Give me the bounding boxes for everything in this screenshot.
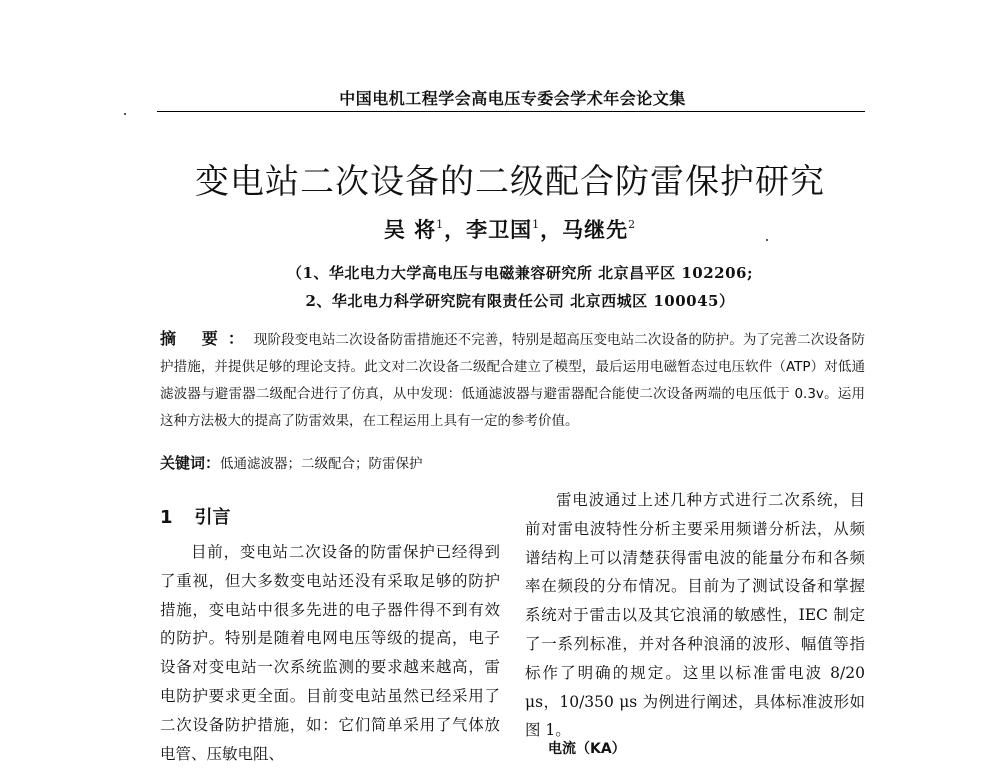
keywords <box>160 452 865 473</box>
scan-speck <box>766 239 768 241</box>
right-column <box>525 486 865 745</box>
author-name: 马继先 <box>562 217 629 242</box>
section-title: 引言 <box>194 507 231 528</box>
author-separator: ， <box>444 217 467 242</box>
abstract <box>160 325 865 435</box>
scan-speck <box>124 113 126 115</box>
abstract-label: 摘 要： <box>160 329 254 348</box>
author-name: 李卫国 <box>466 217 533 242</box>
section-number: 1 <box>160 507 173 528</box>
author-list <box>300 214 720 244</box>
section-heading <box>160 503 231 529</box>
abstract-text: 现阶段变电站二次设备防雷措施还不完善，特别是超高压变电站二次设备的防护。为了完善二次设备防护措施，并提供足够的理论支持。此文对二次设备二级配合建立了模型，最后运用电磁暂态过电压软件（ATP）对低通滤波器与避雷器二级配合进行了仿真，从中发现：低通滤波器与避雷器配合能使二次设备两端的电压低于 0.3v。运用这种方法极大的提高了防雷效果，在工程运用上具有一定的参考价值。 <box>160 332 865 429</box>
running-header: 中国电机工程学会高电压专委会学术年会论文集 <box>339 89 686 108</box>
keywords-text: 低通滤波器；二级配合；防雷保护 <box>220 456 423 472</box>
body-paragraph: 雷电波通过上述几种方式进行二次系统，目前对雷电波特性分析主要采用频谱分析法，从频谱结构上可以清楚获得雷电波的能量分布和各频率在频段的分布情况。目前为了测试设备和掌握系统对于雷击以及其它浪涌的敏感性，IEC 制定了一系列标准，并对各种浪涌的波形、幅值等指标作了明确的规定。这里以标准雷电波 8/20 μs，10/350 μs 为例进行阐述，具体标准波形如图 1。 <box>525 491 865 740</box>
author-affil-mark: 2 <box>628 218 637 231</box>
keywords-label: 关键词： <box>160 454 221 472</box>
author-separator: ， <box>540 217 563 242</box>
paper-title: 变电站二次设备的二级配合防雷保护研究 <box>195 162 825 202</box>
left-column <box>160 538 500 768</box>
author-affil-mark: 1 <box>532 218 541 231</box>
affiliation-line: 2、华北电力科学研究院有限责任公司 北京西城区 100045） <box>305 292 735 310</box>
author-name: 吴 将 <box>383 217 437 242</box>
header-rule <box>157 111 865 112</box>
author-affil-mark: 1 <box>436 218 445 231</box>
body-paragraph: 目前，变电站二次设备的防雷保护已经得到了重视，但大多数变电站还没有采取足够的防护措施，变电站中很多先进的电子器件得不到有效的防护。特别是随着电网电压等级的提高，电子设备对变电站一次系统监测的要求越来越高，雷电防护要求更全面。目前变电站虽然已经采用了二次设备防护措施，如：它们简单采用了气体放电管、压敏电阻、 <box>160 543 500 763</box>
affiliation-line: （1、华北电力大学高电压与电磁兼容研究所 北京昌平区 102206; <box>286 264 754 282</box>
figure-axis-label: 电流（KA） <box>548 741 626 757</box>
